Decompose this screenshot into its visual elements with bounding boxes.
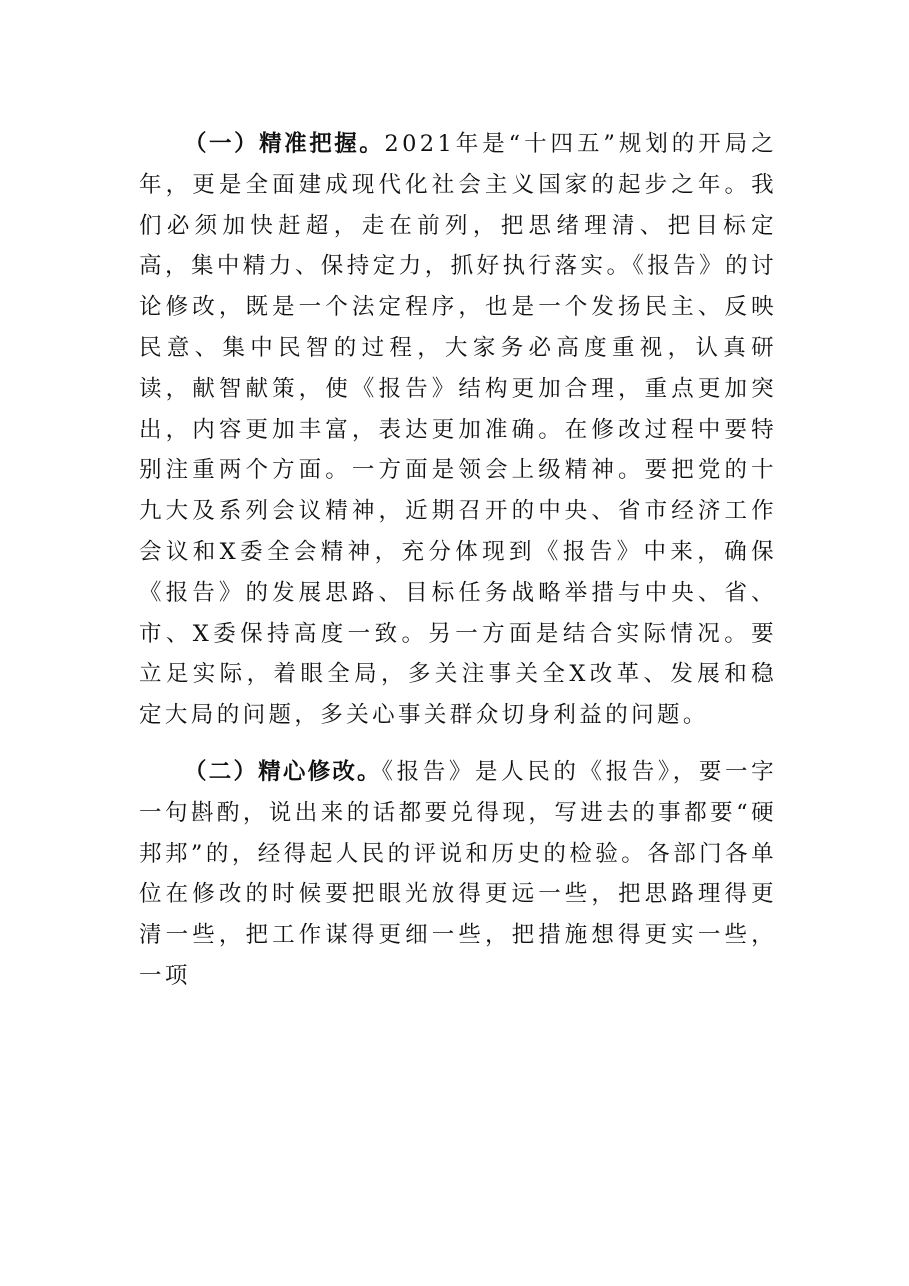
paragraph-2-heading: （二）精心修改。: [184, 758, 382, 785]
paragraph-2-text: 《报告》是人民的《报告》，要一字一句斟酌，说出来的话都要兑得现，写进去的事都要“硬邦邦”的，经得起人民的评说和历史的检验。各部门各单位在修改的时候要把眼光放得更远一些，把思路理得更清一些，把工作谋得更细一些，把措施想得更实一些，一项: [139, 758, 777, 989]
paragraph-1-heading: （一）精准把握。: [184, 131, 385, 157]
document-body: [139, 124, 777, 997]
paragraph-2: [139, 752, 777, 997]
paragraph-1-text: 2021年是“十四五”规划的开局之年，更是全面建成现代化社会主义国家的起步之年。我们必须加快赶超，走在前列，把思绪理清、把目标定高，集中精力、保持定力，抓好执行落实。《报告》的讨论修改，既是一个法定程序，也是一个发扬民主、反映民意、集中民智的过程，大家务必高度重视，认真研读，献智献策，使《报告》结构更加合理，重点更加突出，内容更加丰富，表达更加准确。在修改过程中要特别注重两个方面。一方面是领会上级精神。要把党的十九大及系列会议精神，近期召开的中央、省市经济工作会议和X委全会精神，充分体现到《报告》中来，确保《报告》的发展思路、目标任务战略举措与中央、省、市、X委保持高度一致。另一方面是结合实际情况。要立足实际，着眼全局，多关注事关全X改革、发展和稳定大局的问题，多关心事关群众切身利益的问题。: [139, 131, 777, 729]
paragraph-1: [139, 124, 777, 736]
